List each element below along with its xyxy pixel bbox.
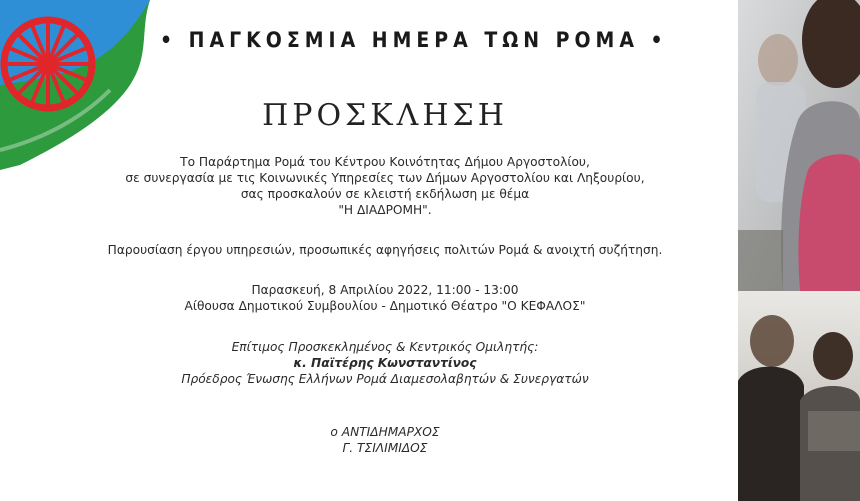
- guest-name: κ. Παϊτέρης Κωνσταντίνος: [293, 356, 477, 370]
- description-text: Παρουσίαση έργου υπηρεσιών, προσωπικές αφηγήσεις πολιτών Ρομά & ανοιχτή συζήτηση.: [107, 243, 663, 257]
- guest-position: Πρόεδρος Ένωσης Ελλήνων Ρομά Διαμεσολαβητών & Συνεργατών: [181, 372, 589, 386]
- event-venue: Αίθουσα Δημοτικού Συμβουλίου - Δημοτικό Θέατρο "Ο ΚΕΦΑΛΟΣ": [184, 299, 586, 313]
- intro-line: σας προσκαλούν σε κλειστή εκδήλωση με θέμα: [240, 187, 530, 201]
- event-theme: "Η ΔΙΑΔΡΟΜΗ".: [338, 203, 432, 217]
- event-details: [30, 282, 740, 314]
- intro-paragraph: [30, 154, 740, 218]
- photo-girl-back: [738, 0, 860, 291]
- chakra-wheel-icon: [4, 20, 92, 108]
- guest-role: Επίτιμος Προσκεκλημένος & Κεντρικός Ομιλητής:: [231, 340, 539, 354]
- signature-title: ο ΑΝΤΙΔΗΜΑΡΧΟΣ: [330, 425, 440, 439]
- romani-flag-image: [0, 0, 160, 170]
- intro-line: Το Παράρτημα Ρομά του Κέντρου Κοινότητας Δήμου Αργοστολίου,: [180, 155, 590, 169]
- event-datetime: Παρασκευή, 8 Απριλίου 2022, 11:00 - 13:00: [251, 283, 519, 297]
- description-paragraph: [30, 242, 740, 258]
- signature-name: Γ. ΤΣΙΛΙΜΙΔΟΣ: [342, 441, 428, 455]
- photo-people-blurred: [738, 291, 860, 501]
- guest-speaker-block: [30, 339, 740, 387]
- event-header-title: • ΠΑΓΚΟΣΜΙΑ ΗΜΕΡΑ ΤΩΝ ΡΟΜΑ •: [160, 28, 668, 52]
- invitation-title: ΠΡΟΣΚΛΗΣΗ: [262, 98, 508, 133]
- intro-line: σε συνεργασία με τις Κοινωνικές Υπηρεσίες των Δήμων Αργοστολίου και Ληξουρίου,: [125, 171, 645, 185]
- signature-block: [30, 424, 740, 456]
